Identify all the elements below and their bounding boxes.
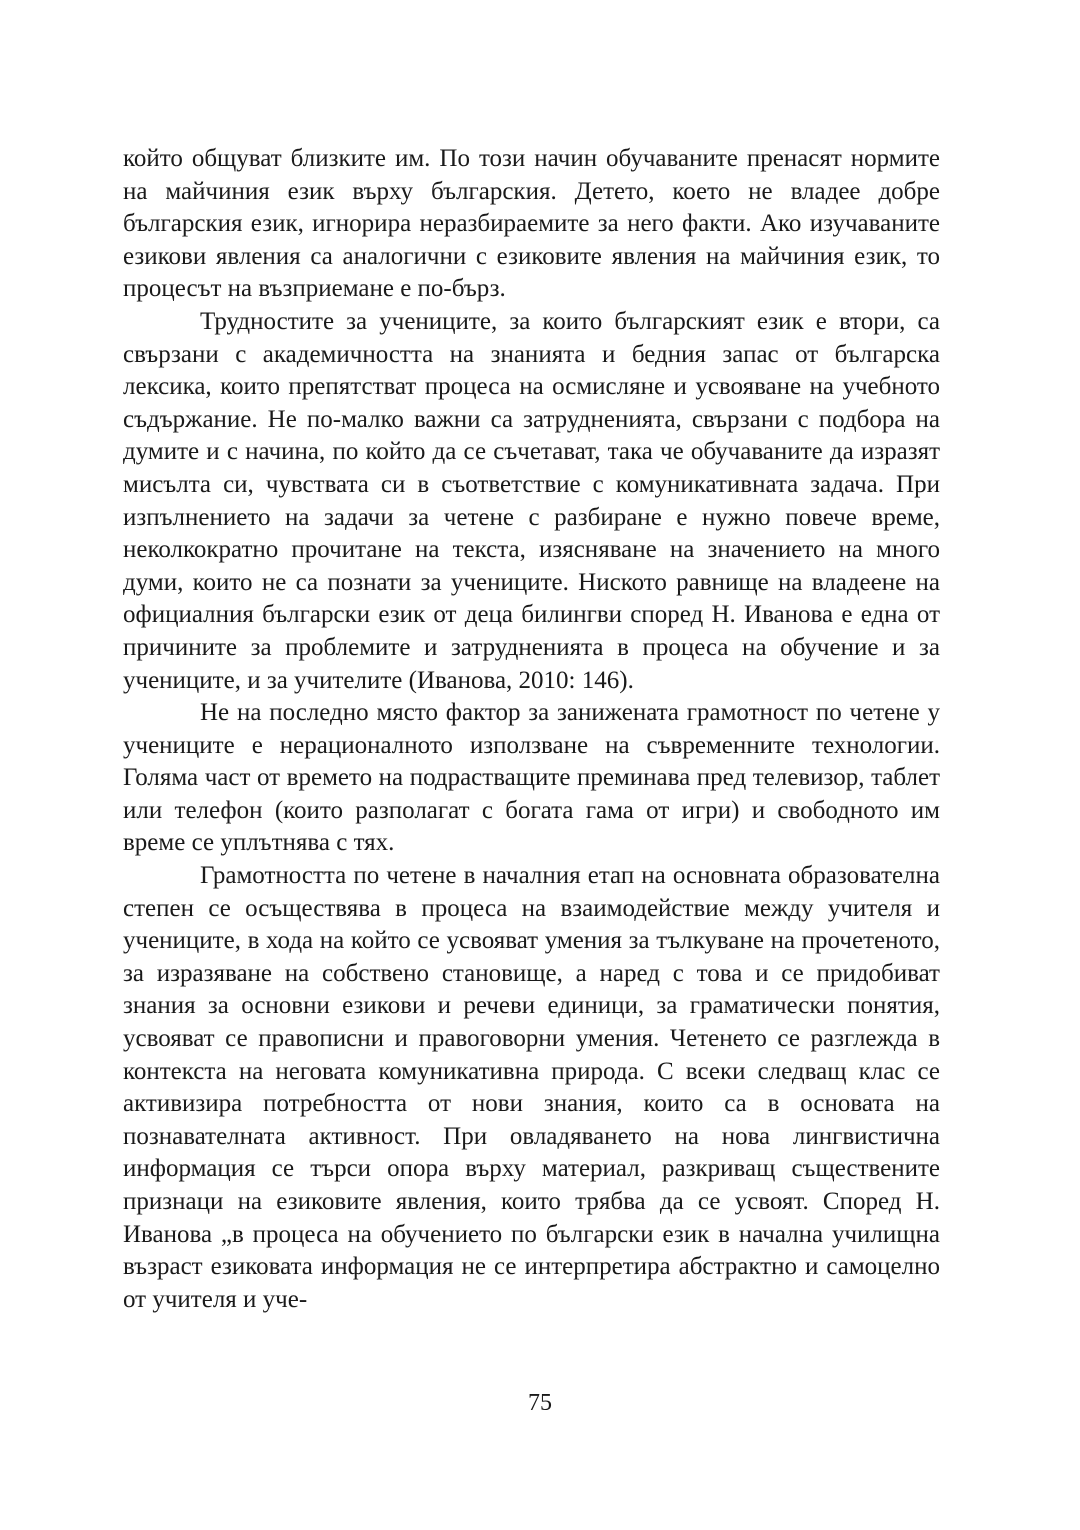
page-number: 75 <box>528 1390 552 1416</box>
body-text <box>123 143 940 1316</box>
paragraph-1: който общуват близките им. По този начин обучаваните пренасят нормите на майчиния език върху българския. Детето, което не владее добре българския език, игнорира неразбираемите за него факти. Ако изучаваните езикови явления са аналогични с езиковите явления на майчиния език, то процесът на възприемане е по-бърз. <box>123 145 940 303</box>
paragraph-3: Не на последно място фактор за занижената грамотност по четене у учениците е нерационалното използване на съвременните технологии. Голяма част от времето на подрастващите преминава пред телевизор, таблет или телефон (които разполагат с богата гама от игри) и свободното им време се уплътнява с тях. <box>123 699 940 857</box>
paragraph-4: Грамотността по четене в началния етап на основната образователна степен се осъществява в процеса на взаимодействие между учителя и учениците, в хода на който се усвояват умения за тълкуване на прочетеното, за изразяване на собствено становище, а наред с това и се придобиват знания за основни езикови и речеви единици, за граматически понятия, усвояват се правописни и правоговорни умения. Четенето се разглежда в контекста на неговата комуникативна природа. С всеки следващ клас се активизира потребността от нови знания, които са в основата на познавателната активност. При овладяването на нова лингвистична информация се търси опора върху материал, разкриващ съществените признаци на езиковите явления, които трябва да се усвоят. Според Н. Иванова „в процеса на обучението по български език в начална училищна възраст езиковата информация не се интерпретира абстрактно и самоцелно от учителя и уче- <box>123 862 940 1313</box>
paragraph-2: Трудностите за учениците, за които българският език е втори, са свързани с академичността на знанията и бедния запас от българска лексика, които препятстват процеса на осмисляне и усвояване на учебното съдържание. Не по-малко важни са затрудненията, свързани с подбора на думите и с начина, по който да се съчетават, така че обучаваните да изразят мисълта си, чувствата си в съответствие с комуникативната задача. При изпълнението на задачи за четене с разбиране е нужно повече време, неколкократно прочитане на текста, изясняване на значението на много думи, които не са познати за учениците. Ниското равнище на владеене на официалния български език от деца билингви според Н. Иванова е една от причините за проблемите и затрудненията в процеса на обучение и за учениците, и за учителите (Иванова, 2010: 146). <box>123 307 940 694</box>
